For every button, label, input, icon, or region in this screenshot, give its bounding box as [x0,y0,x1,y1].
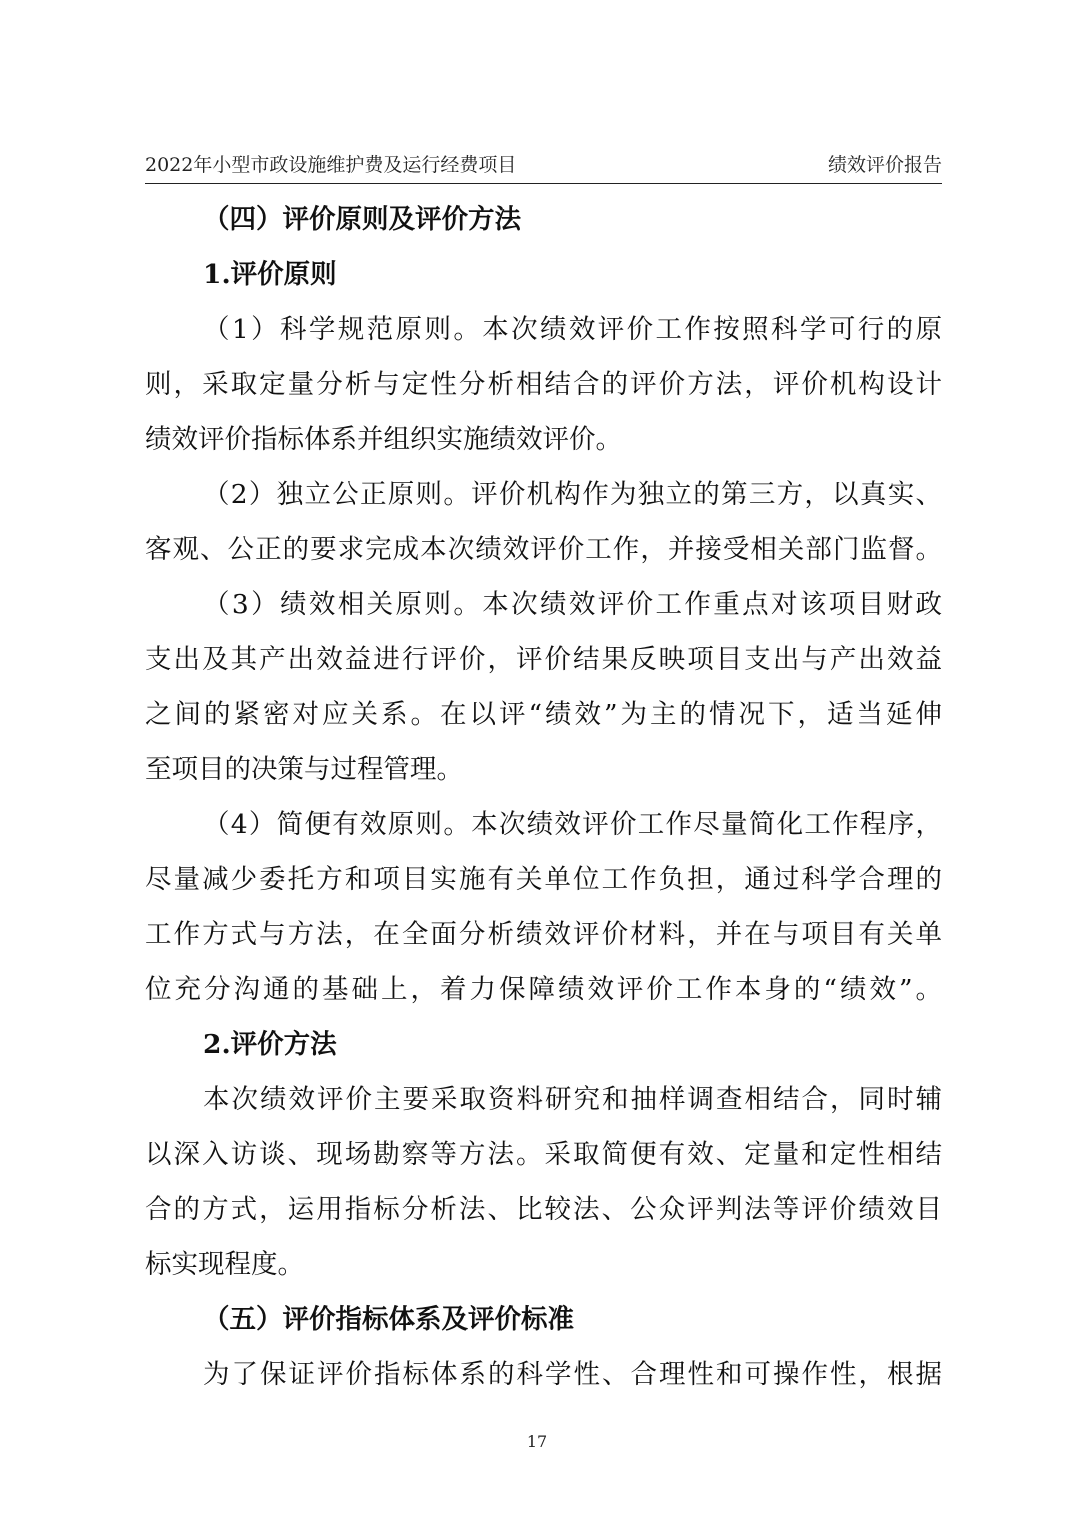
paragraph-line: 本次绩效评价主要采取资料研究和抽样调查相结合，同时辅 [203,1084,942,1115]
paragraph-line: 至项目的决策与过程管理。 [145,754,463,785]
paragraph-line: 以深入访谈、现场勘察等方法。采取简便有效、定量和定性相结 [145,1139,942,1170]
paragraph-line: 位充分沟通的基础上，着力保障绩效评价工作本身的“绩效”。 [145,974,942,1005]
header-project-title: 2022年小型市政设施维护费及运行经费项目 [145,154,517,176]
paragraph-line: （3）绩效相关原则。本次绩效评价工作重点对该项目财政 [203,589,942,620]
paragraph-line: 尽量减少委托方和项目实施有关单位工作负担，通过科学合理的 [145,864,942,895]
page-body [145,192,942,1402]
subheading-methods: 2.评价方法 [203,1029,337,1060]
page-header [145,150,942,180]
subheading-principles: 1.评价原则 [203,259,337,290]
section-heading-4: （四）评价原则及评价方法 [203,204,521,235]
section-heading-5: （五）评价指标体系及评价标准 [203,1304,574,1335]
header-report-title: 绩效评价报告 [827,154,942,176]
paragraph-line: 合的方式，运用指标分析法、比较法、公众评判法等评价绩效目 [145,1194,942,1225]
paragraph-line: 工作方式与方法，在全面分析绩效评价材料，并在与项目有关单 [145,919,942,950]
page-number: 17 [526,1432,548,1451]
paragraph-line: （4）简便有效原则。本次绩效评价工作尽量简化工作程序， [203,809,942,840]
header-rule [145,183,942,184]
paragraph-line: （1）科学规范原则。本次绩效评价工作按照科学可行的原 [203,314,942,345]
paragraph-line: （2）独立公正原则。评价机构作为独立的第三方，以真实、 [203,479,942,510]
paragraph-line: 之间的紧密对应关系。在以评“绩效”为主的情况下，适当延伸 [145,699,942,730]
paragraph-line: 客观、公正的要求完成本次绩效评价工作，并接受相关部门监督。 [145,534,942,565]
paragraph-line: 为了保证评价指标体系的科学性、合理性和可操作性，根据 [203,1359,942,1390]
paragraph-line: 绩效评价指标体系并组织实施绩效评价。 [145,424,622,455]
paragraph-line: 则，采取定量分析与定性分析相结合的评价方法，评价机构设计 [145,369,942,400]
paragraph-line: 标实现程度。 [145,1249,304,1280]
paragraph-line: 支出及其产出效益进行评价，评价结果反映项目支出与产出效益 [145,644,942,675]
